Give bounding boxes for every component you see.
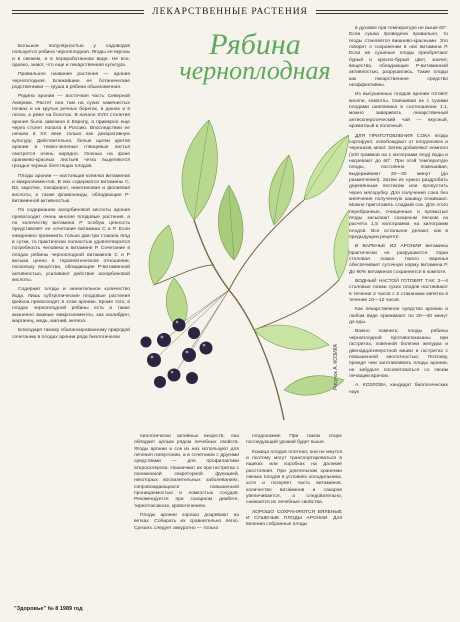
berry bbox=[154, 376, 166, 388]
article-paragraph: Благодаря такому сбалансированному природой сочетанию в плодах аронии ряда биологически bbox=[12, 328, 130, 340]
leaf bbox=[182, 120, 217, 220]
berry bbox=[186, 372, 198, 384]
article-paragraph: Из высушенных плодов аронии готовят кисели, компоты. Смешивая их с сухими плодами шиповника в соотношении 1:1, можно заваривать лекарственный антисклеротический чай — вкусный, ароматный и полезный. bbox=[349, 92, 448, 130]
berry bbox=[147, 353, 161, 367]
article-paragraph: В ВАРЕНЬЕ ИЗ АРОНИИ витамины практически не разрушаются. Одна столовая ложка такого варенья обеспечивает суточную норму витамина Р. До 90% витаминов сохраняется в компоте. bbox=[349, 244, 448, 275]
article-column-3 bbox=[246, 434, 342, 604]
article-title-line-2: черноплодная bbox=[179, 56, 331, 85]
berry bbox=[141, 337, 152, 348]
page-footer: "Здоровье" № 8 1989 год bbox=[14, 606, 83, 612]
article-paragraph: По содержанию аскорбиновой кислоты арония превосходит очень многие плодовые растения, а по количеству витамина Р особую ценность представляет ее сочетание витамина С и Р. Если ежедневно принимать только два-три стакана ягод в сутки, то практически полностью удовлетворится потребность человека в витамине Р. Сочетание в плодах рябины черноплодной витаминов С и Р весьма ценно в терапевтическом отношении, поскольку вещества, обладающие Р-витаминной активностью, усиливают действие аскорбиновой кислоты. bbox=[12, 208, 130, 284]
article-paragraph: Плоды аронии хорошо дозревают на ветках. Собирать их сравнительно легко. Срезать следует аккуратно — только bbox=[134, 513, 239, 531]
leaf bbox=[218, 185, 243, 260]
section-header bbox=[12, 4, 448, 20]
rowan-illustration bbox=[134, 90, 349, 430]
article-paragraph: Важно помнить: плоды рябины черноплодной противопоказаны при гастритах, язвенной болезни желудка и двенадцатиперстной кишки и гастритах с повышенной кислотностью. Поэтому, прежде чем заготавливать плоды аронии, не забудьте посоветоваться со своим лечащим врачом. bbox=[349, 329, 448, 379]
article-paragraph: Как лекарственное средство аронию и любом виде принимают по 20—40 минут до еды. bbox=[349, 307, 448, 326]
article-column-2 bbox=[134, 434, 239, 604]
leaf bbox=[254, 325, 329, 350]
berry bbox=[168, 369, 181, 382]
leaf bbox=[304, 135, 349, 200]
article-paragraph: Кожица плодов плотная, они не мнутся и поэтому могут транспортироваться в ящиках или коробках на далекие расстояния. При длительном хранении свежих плодов в условиях холодильника, хотя и потеряет часть витаминов, количество витаминов и сахаров увеличивается, а следовательно, снижается их лечебные свойства. bbox=[246, 449, 342, 506]
article-paragraph: в духовке при температуре не выше 60°. Если сушка проведена правильно, то ягоды становятся вишнево-красными. Это говорит о сохранении в них витамина Р. Если же сушеные плоды приобретают бурый и красно-бурый цвет, значит, вещества, обладающие Р-витаминной активностью, разрушились. Такие плоды как лекарственное средство неэффективны. bbox=[349, 26, 448, 89]
article-paragraph: А. КОЗЛОВА, кандидат биологических наук bbox=[349, 383, 448, 395]
article-paragraph: ХОРОШО СОХРАНЯЮТСЯ ВЯЛЕНЫЕ И СУШЕНЫЕ ПЛОДЫ АРОНИИ. Для вяления собранные плоды bbox=[246, 509, 342, 528]
leaf bbox=[149, 225, 174, 285]
berry bbox=[200, 342, 213, 355]
section-title: ЛЕКАРСТВЕННЫЕ РАСТЕНИЯ bbox=[152, 7, 308, 17]
article-paragraph: ВОДНЫЙ НАСТОЙ ГОТОВЯТ ТАК: 2—4 столовые ложки сухих плодов настаивают в течение 2 часов с 2 стаканами кипятка в течение 10—12 часов. bbox=[349, 279, 448, 304]
article-column-1 bbox=[12, 44, 130, 600]
berry bbox=[157, 333, 171, 347]
leaf bbox=[334, 210, 349, 280]
header-rule-left bbox=[12, 10, 144, 14]
article-paragraph: Содержит плоды и значительное количество йода. Лишь субтропические плодовые растения фейхоа превосходят в этом аронию. Кроме того, в плодах черноплодной рябины есть и такие жизненно важные микроэлементы, как молибден, марганец, медь, магний, железо. bbox=[12, 287, 130, 325]
article-paragraph: Плоды аронии — настоящая копилка витаминов и микроэлементов. В них содержатся витамины С, В2, каротин, токоферол, никотиновая и фолиевая кислоты, а также флавоноиды, обладающие Р-витаминной активностью. bbox=[12, 173, 130, 204]
article-paragraph: ДЛЯ ПРИГОТОВЛЕНИЯ СОКА ягоды сортируют, освобождают от плодоножек и черешков, моют. Затем добавляют немного (100 граммов на 1 килограмм ягод) воды и нагревают до 60°. При этой температуре плоды, постоянно помешивая, выдерживают 20—30 минут (до размягчения). Затем их нужно раздробить деревянным пестиком или пропустить через мясорубку. Для получения сока без кипячения полученную кашицу отжимают. Можно приготовить сладкий сок. Для этого перебранные, очищенные и промытые ягоды засыпают сахарным песком из расчета 1,5 килограмма на килограмм плодов. Все остальное делают, как в предыдущем рецепте. bbox=[349, 133, 448, 240]
article-paragraph: Родина аронии — восточная часть Северной Америки. Растет она там на сухих каменистых почвах и на крутых речных берегах, в дюнах и в лесах, а реже на болотах. В начале XVIII столетия арония была завезена в Европу, а примерно еще через столет попала в Россию. Впоследствии ее начали в XX веке только как декоративную культуру. Действительно, белые щитки цветов аронии и темно-зеленые глянцевые листья смотрятся очень нарядно. Осенью на фоне оранжево-красных листьев четко выделяются гроздья черных блестящих плодов. bbox=[12, 94, 130, 170]
article-paragraph: Большой популярностью у садоводов пользуется рябина черноплодная. Ягоды ее вкусны и в свежем, и в переработанном виде. Не все, однако, знают, что еще и лекарственная культура. bbox=[12, 44, 130, 69]
article-paragraph: плодоножки! При таком сборе последующий урожай будет выше. bbox=[246, 434, 342, 446]
article-title bbox=[170, 28, 340, 85]
illustration-credit: Рисунок А. КОЗИКА bbox=[333, 344, 339, 390]
berry bbox=[173, 319, 186, 332]
article-column-4 bbox=[349, 26, 448, 606]
article-title-line-1: Рябина bbox=[209, 28, 301, 61]
leaf bbox=[269, 155, 294, 225]
article-paragraph: Правильное название растения — арония черноплодная. Ближайшие ее ботанические родственники — груша и рябина обыкновенная. bbox=[12, 72, 130, 91]
article-paragraph: биологически активных веществ, она обладает целым рядом лечебных свойств. Ягоды аронии и сок из них используют для лечения гипертонии, а в сочетании с другими средствами — для профилактики атеросклероза. Назначают их при гастритах с пониженной секреторной функцией, некоторых воспалительных заболеваниях, сопровождающихся повышенной проницаемостью и ломкостью сосудов. Рекомендуется при сахарном диабете, тиреотоксикозе, кровотечениях. bbox=[134, 434, 239, 509]
berry bbox=[188, 327, 200, 339]
berry bbox=[182, 348, 196, 362]
header-rule-right bbox=[316, 10, 448, 14]
